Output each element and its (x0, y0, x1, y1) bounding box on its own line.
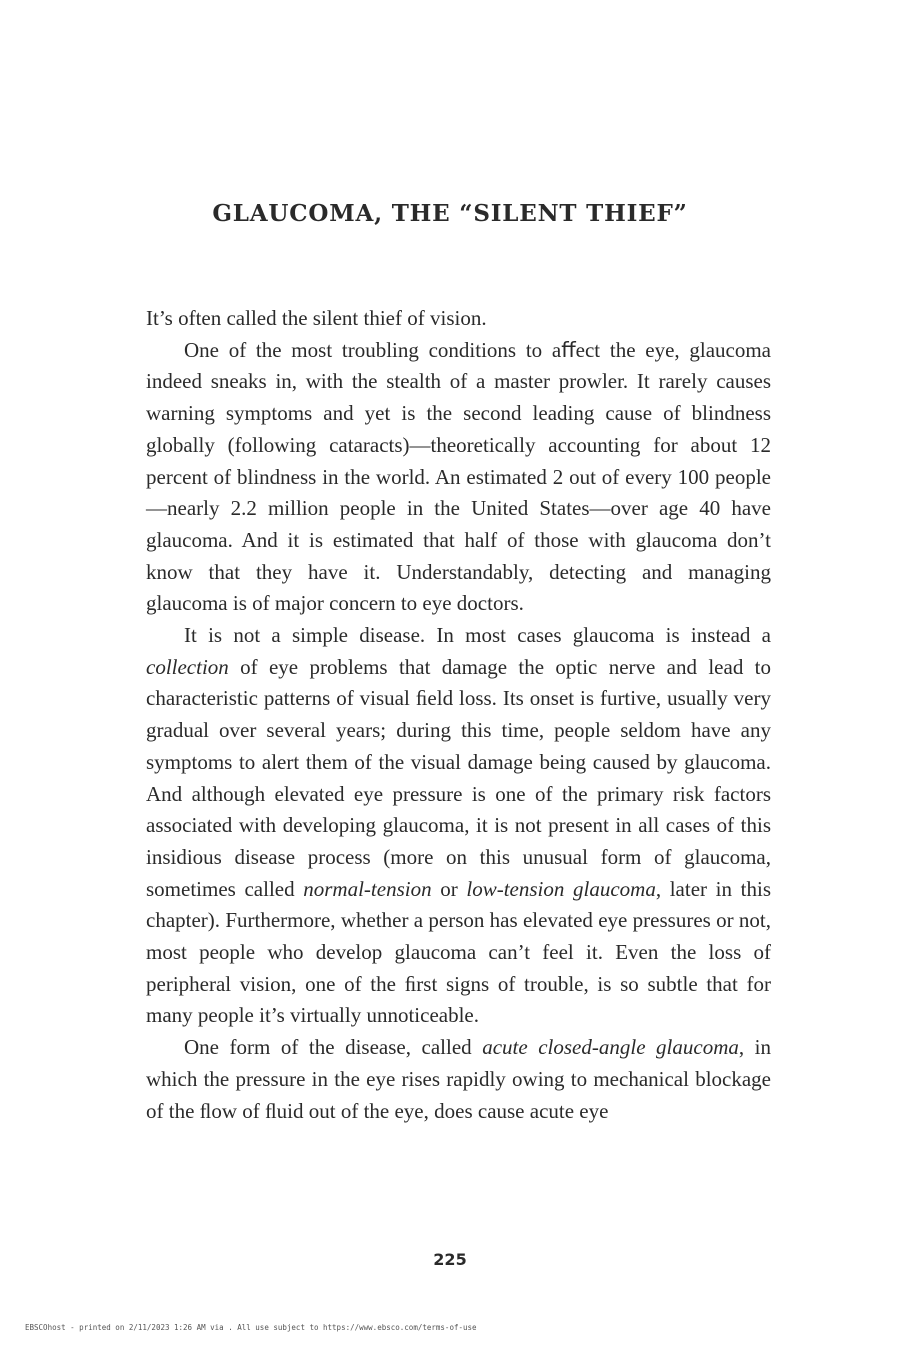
paragraph (146, 1032, 771, 1127)
text-run: One of the most troubling conditions to aﬀect the eye, glaucoma indeed sneaks in, with the stealth of a master prowler. It rarely causes warning symptoms and yet is the second leading cause of blindness globally (following cataracts)—theoretically accounting for about 12 percent of blindness in the world. An estimated 2 out of every 100 people—nearly 2.2 million people in the United States—over age 40 have glaucoma. And it is estimated that half of those with glaucoma don’t know that they have it. Understandably, detecting and managing glaucoma is of major concern to eye doctors. (146, 337, 771, 616)
italic-text: acute closed-angle glaucoma (482, 1035, 739, 1060)
text-run: It is not a simple disease. In most cases glaucoma is instead a (184, 623, 771, 648)
text-run: , in which the pressure in the eye rises rapidly owing to mechanical blockage of the ﬂow of ﬂuid out of the eye, does cause acute eye (146, 1035, 771, 1123)
page-number: 225 (433, 1250, 467, 1269)
body-text (146, 303, 771, 1127)
text-run: or (431, 876, 467, 901)
chapter-title: GLAUCOMA, THE “SILENT THIEF” (212, 200, 688, 227)
text-run: of eye problems that damage the optic nerve and lead to characteristic patterns of visual ﬁeld loss. Its onset is furtive, usually very gradual over several years; during this time, people seldom have any symptoms to alert them of the visual damage being caused by glaucoma. And although elevated eye pressure is one of the primary risk factors associated with developing glaucoma, it is not present in all cases of this insidious disease process (more on this unusual form of glaucoma, sometimes called (146, 654, 771, 901)
paragraph (146, 620, 771, 1032)
italic-text: normal-tension (303, 876, 432, 901)
print-footer: EBSCOhost - printed on 2/11/2023 1:26 AM via . All use subject to https://www.ebsco.com/terms-of-use (25, 1323, 477, 1332)
italic-text: collection (146, 654, 229, 679)
text-run: It’s often called the silent thief of vision. (146, 306, 487, 330)
italic-text: low-tension glaucoma (466, 876, 656, 901)
text-run: One form of the disease, called (184, 1035, 483, 1060)
paragraph (146, 335, 771, 620)
text-run: , later in this chapter). Furthermore, whether a person has elevated eye pressures or not, most people who develop glaucoma can’t feel it. Even the loss of peripheral vision, one of the ﬁrst signs of trouble, is so subtle that for many people it’s virtually unnoticeable. (146, 876, 771, 1028)
paragraph (146, 303, 771, 335)
